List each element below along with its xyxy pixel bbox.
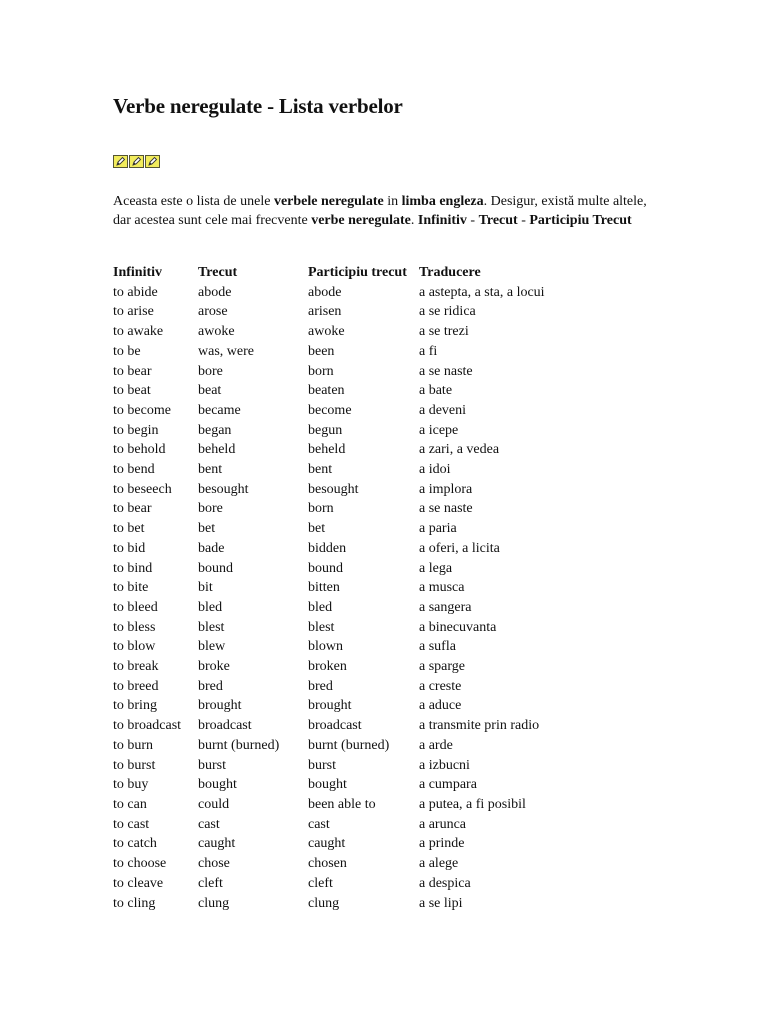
header-trecut: Trecut [198, 265, 238, 280]
cell-trecut: could [198, 796, 230, 812]
intro-text: Aceasta este o lista de unele [113, 194, 274, 209]
cell-trecut: bet [198, 521, 216, 537]
cell-participiu: broken [308, 659, 347, 675]
cell-trecut: bore [198, 363, 223, 379]
cell-trecut: broke [198, 659, 230, 675]
cell-trecut: beheld [198, 442, 236, 458]
cell-trecut: arose [198, 304, 228, 320]
cell-trecut: blew [198, 639, 226, 655]
cell-participiu: awoke [308, 324, 345, 340]
intro-bold: Participiu Trecut [529, 213, 632, 228]
cell-participiu: arisen [308, 304, 342, 320]
intro-paragraph [113, 192, 663, 230]
cell-participiu: cleft [308, 875, 333, 891]
cell-participiu: besought [308, 481, 359, 497]
table-row [113, 421, 659, 441]
cell-trecut: bred [198, 678, 223, 694]
cell-participiu: blown [308, 639, 343, 655]
cell-infinitiv: to abide [113, 284, 158, 300]
cell-infinitiv: to breed [113, 678, 159, 694]
cell-participiu: cast [308, 816, 330, 832]
table-row [113, 381, 659, 401]
cell-participiu: abode [308, 284, 342, 300]
cell-infinitiv: to bid [113, 540, 146, 556]
table-body [113, 283, 659, 914]
cell-participiu: been able to [308, 796, 376, 812]
table-row [113, 401, 659, 421]
page-title: Verbe neregulate - Lista verbelor [113, 94, 403, 118]
cell-traducere: a alege [419, 856, 459, 872]
cell-traducere: a se ridica [419, 304, 476, 320]
cell-infinitiv: to can [113, 796, 147, 812]
cell-traducere: a sufla [419, 639, 456, 655]
cell-infinitiv: to burst [113, 757, 156, 773]
cell-trecut: bore [198, 501, 223, 517]
cell-trecut: burst [198, 757, 226, 773]
cell-infinitiv: to cling [113, 895, 156, 911]
cell-participiu: burst [308, 757, 336, 773]
cell-traducere: a musca [419, 580, 465, 596]
table-row [113, 559, 659, 579]
table-row [113, 618, 659, 638]
cell-infinitiv: to be [113, 343, 141, 359]
cell-infinitiv: to begin [113, 422, 159, 438]
table-row [113, 362, 659, 382]
cell-infinitiv: to cleave [113, 875, 164, 891]
intro-bold: verbe neregulate [311, 213, 411, 228]
intro-text: - [517, 213, 530, 228]
table-row [113, 696, 659, 716]
cell-infinitiv: to beat [113, 383, 151, 399]
cell-trecut: bade [198, 540, 225, 556]
cell-participiu: bidden [308, 540, 347, 556]
table-row [113, 677, 659, 697]
cell-infinitiv: to bleed [113, 599, 158, 615]
cell-infinitiv: to broadcast [113, 718, 182, 734]
cell-participiu: blest [308, 619, 335, 635]
cell-traducere: a se naste [419, 363, 473, 379]
cell-traducere: a bate [419, 383, 453, 399]
table-row [113, 775, 659, 795]
intro-text: . Desigur, există multe altele, dar acestea sunt cele mai frecvente [113, 194, 647, 228]
cell-participiu: bound [308, 560, 343, 576]
cell-participiu: chosen [308, 856, 347, 872]
cell-trecut: awoke [198, 324, 235, 340]
cell-trecut: bent [198, 462, 223, 478]
cell-traducere: a izbucni [419, 757, 470, 773]
cell-participiu: bet [308, 521, 326, 537]
cell-traducere: a arde [419, 737, 453, 753]
cell-trecut: bit [198, 580, 213, 596]
cell-traducere: a lega [419, 560, 453, 576]
cell-traducere: a sparge [419, 659, 465, 675]
table-row [113, 716, 659, 736]
cell-participiu: beaten [308, 383, 345, 399]
cell-trecut: brought [198, 698, 242, 714]
cell-traducere: a fi [419, 343, 438, 359]
table-row [113, 480, 659, 500]
cell-traducere: a putea, a fi posibil [419, 796, 526, 812]
intro-bold: verbele neregulate [273, 194, 384, 209]
cell-trecut: chose [198, 856, 230, 872]
cell-participiu: begun [308, 422, 343, 438]
cell-trecut: bled [198, 599, 223, 615]
cell-infinitiv: to buy [113, 777, 149, 793]
header-infinitiv: Infinitiv [113, 265, 163, 280]
cell-traducere: a implora [419, 481, 473, 497]
table-row [113, 874, 659, 894]
cell-traducere: a cumpara [419, 777, 477, 793]
cell-trecut: besought [198, 481, 249, 497]
table-row [113, 736, 659, 756]
cell-traducere: a despica [419, 875, 471, 891]
pencil-icon [145, 155, 160, 168]
intro-bold: Trecut [478, 213, 518, 228]
table-row [113, 283, 659, 303]
table-row [113, 756, 659, 776]
cell-participiu: bred [308, 678, 333, 694]
table-row [113, 795, 659, 815]
pencil-icon [113, 155, 128, 168]
rating-icons [113, 155, 160, 168]
cell-participiu: bought [308, 777, 347, 793]
cell-infinitiv: to catch [113, 836, 157, 852]
table-row [113, 578, 659, 598]
table-row [113, 834, 659, 854]
table-row [113, 637, 659, 657]
table-row [113, 499, 659, 519]
cell-infinitiv: to cast [113, 816, 150, 832]
cell-trecut: burnt (burned) [198, 737, 280, 753]
verb-table [113, 263, 659, 913]
table-row [113, 598, 659, 618]
intro-bold: Infinitiv [417, 213, 467, 228]
cell-trecut: began [198, 422, 232, 438]
intro-text: in [383, 194, 402, 209]
cell-trecut: blest [198, 619, 225, 635]
cell-infinitiv: to break [113, 659, 159, 675]
cell-participiu: bled [308, 599, 333, 615]
cell-participiu: bitten [308, 580, 340, 596]
cell-trecut: broadcast [198, 718, 252, 734]
cell-traducere: a icepe [419, 422, 459, 438]
table-row [113, 657, 659, 677]
cell-infinitiv: to bet [113, 521, 145, 537]
cell-infinitiv: to awake [113, 324, 164, 340]
cell-trecut: caught [198, 836, 236, 852]
cell-traducere: a zari, a vedea [419, 442, 500, 458]
table-header-row [113, 263, 659, 283]
table-row [113, 519, 659, 539]
cell-infinitiv: to blow [113, 639, 156, 655]
table-row [113, 894, 659, 914]
table-row [113, 854, 659, 874]
cell-traducere: a oferi, a licita [419, 540, 500, 556]
cell-infinitiv: to beseech [113, 481, 172, 497]
cell-traducere: a se lipi [419, 895, 463, 911]
cell-infinitiv: to bind [113, 560, 153, 576]
intro-text: . [410, 213, 418, 228]
cell-traducere: a sangera [419, 599, 472, 615]
cell-infinitiv: to bless [113, 619, 156, 635]
cell-participiu: born [308, 501, 334, 517]
cell-trecut: cleft [198, 875, 223, 891]
cell-traducere: a se trezi [419, 324, 469, 340]
cell-infinitiv: to bring [113, 698, 157, 714]
cell-traducere: a arunca [419, 816, 467, 832]
pencil-icon [129, 155, 144, 168]
cell-trecut: became [198, 402, 241, 418]
table-row [113, 815, 659, 835]
intro-bold: limba engleza [401, 194, 484, 209]
cell-trecut: beat [198, 383, 222, 399]
cell-participiu: brought [308, 698, 352, 714]
cell-traducere: a binecuvanta [419, 619, 497, 635]
cell-infinitiv: to bend [113, 462, 155, 478]
cell-trecut: bought [198, 777, 237, 793]
cell-infinitiv: to bite [113, 580, 149, 596]
cell-participiu: been [308, 343, 335, 359]
cell-trecut: clung [198, 895, 230, 911]
cell-participiu: born [308, 363, 334, 379]
cell-infinitiv: to behold [113, 442, 166, 458]
cell-infinitiv: to arise [113, 304, 154, 320]
cell-participiu: beheld [308, 442, 346, 458]
cell-participiu: bent [308, 462, 333, 478]
cell-trecut: bound [198, 560, 233, 576]
table-row [113, 460, 659, 480]
cell-trecut: cast [198, 816, 220, 832]
cell-infinitiv: to bear [113, 363, 152, 379]
cell-participiu: burnt (burned) [308, 737, 390, 753]
cell-traducere: a idoi [419, 462, 451, 478]
cell-traducere: a transmite prin radio [419, 718, 540, 734]
cell-participiu: broadcast [308, 718, 362, 734]
intro-text: - [466, 213, 479, 228]
cell-traducere: a paria [419, 521, 457, 537]
cell-participiu: clung [308, 895, 340, 911]
table-row [113, 440, 659, 460]
cell-trecut: abode [198, 284, 232, 300]
table-row [113, 322, 659, 342]
cell-participiu: caught [308, 836, 346, 852]
cell-infinitiv: to burn [113, 737, 154, 753]
cell-participiu: become [308, 402, 352, 418]
cell-infinitiv: to bear [113, 501, 152, 517]
cell-traducere: a se naste [419, 501, 473, 517]
cell-infinitiv: to choose [113, 856, 167, 872]
table-row [113, 539, 659, 559]
cell-traducere: a prinde [419, 836, 465, 852]
cell-traducere: a astepta, a sta, a locui [419, 284, 545, 300]
table-row [113, 302, 659, 322]
cell-traducere: a aduce [419, 698, 462, 714]
cell-infinitiv: to become [113, 402, 171, 418]
cell-traducere: a creste [419, 678, 462, 694]
cell-trecut: was, were [198, 343, 254, 359]
header-participiu: Participiu trecut [308, 265, 407, 280]
header-traducere: Traducere [419, 265, 481, 280]
cell-traducere: a deveni [419, 402, 467, 418]
table-row [113, 342, 659, 362]
